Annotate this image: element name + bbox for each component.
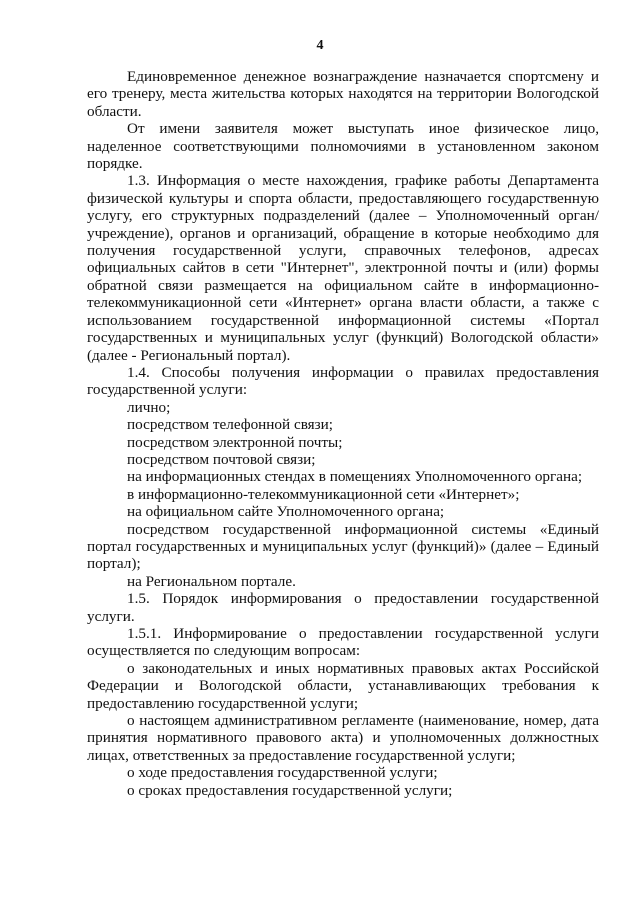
paragraph: От имени заявителя может выступать иное физическое лицо, наделенное соответствующими полномочиями в установленном законом порядке.	[87, 120, 599, 173]
list-item: на Региональном портале.	[127, 572, 296, 590]
list-item: о сроках предоставления государственной услуги;	[127, 781, 453, 799]
list-item: посредством телефонной связи;	[127, 416, 333, 434]
paragraph: 1.5.1. Информирование о предоставлении государственной услуги осуществляется по следующим вопросам:	[87, 625, 599, 660]
list-item: о законодательных и иных нормативных правовых актах Российской Федерации и Вологодской области, устанавливающих требования к предоставлению государственной услуги;	[87, 659, 599, 712]
paragraph: 1.4. Способы получения информации о правилах предоставления государственной услуги:	[87, 363, 599, 399]
list-item: посредством электронной почты;	[127, 433, 343, 451]
paragraph: Единовременное денежное вознаграждение назначается спортсмену и его тренеру, места жительства которых находятся на территории Вологодской области.	[87, 68, 599, 120]
page-number: 4	[316, 38, 324, 53]
paragraph: 1.3. Информация о месте нахождения, графике работы Департамента физической культуры и спорта области, предоставляющего государственную услугу, его структурных подразделений (далее – Уполномоченный орган/учреждение), органов и организаций, обращение в которые необходимо для получения государственной услуги, справочных телефонов, адресах официальных сайтов в сети "Интернет", электронной почты и (или) формы обратной связи размещается на официальном сайте в информационно-телекоммуникационной сети «Интернет» органа власти области, а также с использованием государственной информационной системы «Портал государственных и муниципальных услуг (функций) Вологодской области» (далее - Региональный портал).	[87, 172, 599, 364]
list-item: в информационно-телекоммуникационной сети «Интернет»;	[127, 485, 520, 503]
list-item: о настоящем административном регламенте (наименование, номер, дата принятия нормативного правового акта) и уполномоченных должностных лицах, ответственных за предоставление государственной услуги;	[87, 712, 599, 764]
list-item: на информационных стендах в помещениях Уполномоченного органа;	[127, 468, 583, 486]
list-item: посредством почтовой связи;	[127, 450, 316, 468]
list-item: лично;	[127, 398, 171, 416]
document-body	[87, 68, 599, 799]
list-item: на официальном сайте Уполномоченного органа;	[127, 503, 445, 521]
list-item: о ходе предоставления государственной услуги;	[127, 764, 438, 782]
paragraph: 1.5. Порядок информирования о предоставлении государственной услуги.	[87, 590, 599, 625]
list-item: посредством государственной информационной системы «Единый портал государственных и муниципальных услуг (функций)» (далее – Единый портал);	[87, 520, 599, 573]
